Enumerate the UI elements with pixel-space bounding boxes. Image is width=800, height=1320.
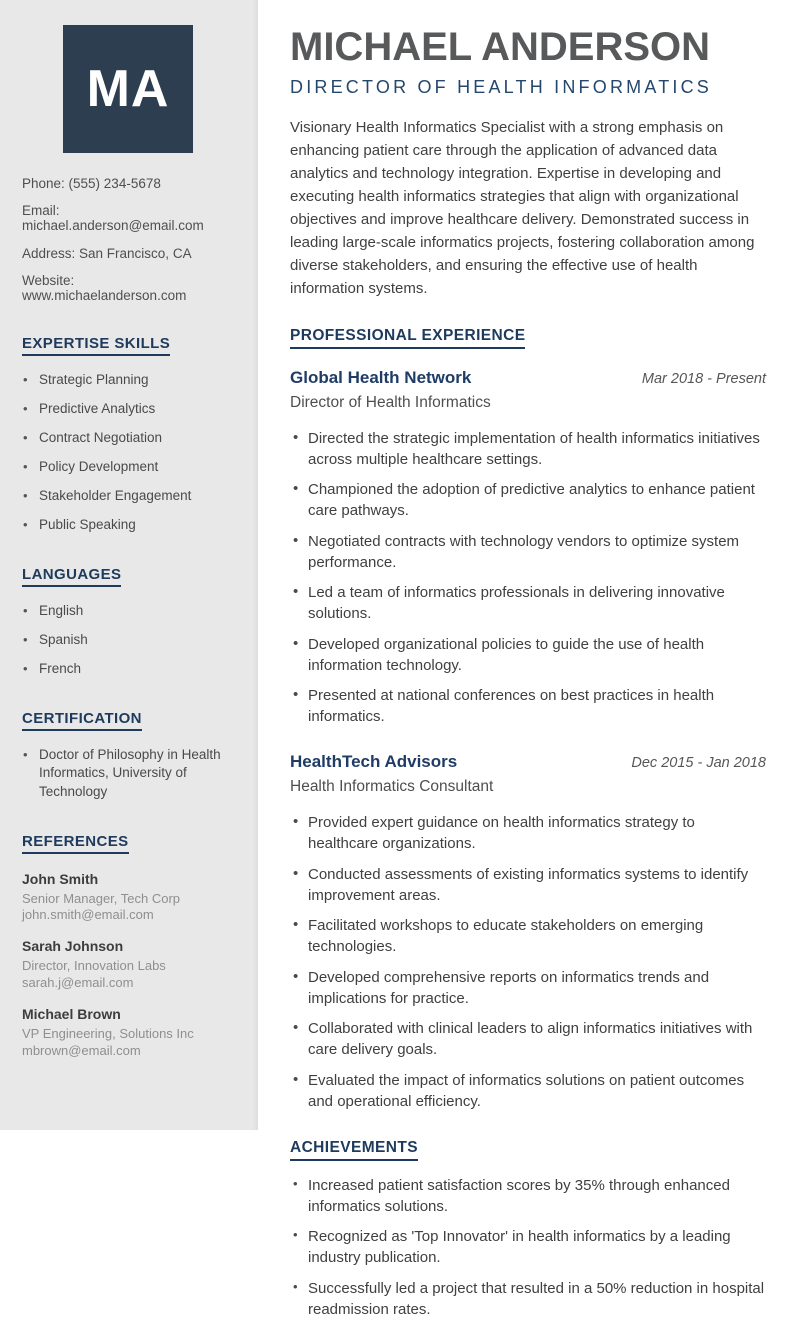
reference-name: John Smith	[22, 870, 99, 887]
language-item: • Spanish	[22, 631, 234, 650]
achievements-section	[290, 1139, 766, 1320]
job-company: Global Health Network	[290, 367, 472, 387]
skills-list	[22, 371, 234, 535]
skill-item: • Public Speaking	[22, 516, 234, 535]
reference-role: VP Engineering, Solutions Inc	[22, 1026, 194, 1042]
skill-item: • Stakeholder Engagement	[22, 487, 234, 506]
reference-entry	[22, 1006, 234, 1060]
job-bullet: • Evaluated the impact of informatics solutions on patient outcomes and operational efficiency.	[290, 1070, 766, 1112]
skill-item: • Policy Development	[22, 458, 234, 477]
skill-item: • Contract Negotiation	[22, 429, 234, 448]
achievements-list	[290, 1175, 766, 1320]
job-bullet: • Directed the strategic implementation of health informatics initiatives across multiple healthcare settings.	[290, 428, 766, 470]
job-role: Health Informatics Consultant	[290, 778, 494, 795]
job-dates: Dec 2015 - Jan 2018	[631, 755, 766, 771]
contact-phone: Phone: (555) 234-5678	[22, 176, 161, 191]
reference-name: Michael Brown	[22, 1006, 121, 1023]
job-bullet: • Presented at national conferences on best practices in health informatics.	[290, 685, 766, 727]
references-heading: REFERENCES	[22, 833, 129, 854]
sidebar	[0, 0, 258, 1130]
avatar-initials: MA	[86, 60, 170, 118]
certification-section	[22, 710, 234, 802]
avatar	[63, 25, 193, 153]
reference-entry	[22, 938, 234, 992]
achievement-bullet: • Recognized as 'Top Innovator' in health informatics by a leading industry publication.	[290, 1226, 766, 1268]
achievements-heading: ACHIEVEMENTS	[290, 1139, 418, 1161]
job-bullet: • Developed organizational policies to guide the use of health information technology.	[290, 634, 766, 676]
job-bullet: • Led a team of informatics professionals in delivering innovative solutions.	[290, 582, 766, 624]
reference-email: mbrown@email.com	[22, 1043, 141, 1059]
achievement-bullet: • Increased patient satisfaction scores by 35% through enhanced informatics solutions.	[290, 1175, 766, 1217]
summary-paragraph: Visionary Health Informatics Specialist with a strong emphasis on enhancing patient care through the application of advanced data analytics and technology integration. Expertise in developing and executing health informatics strategies that align with organizational objectives and improve healthcare delivery. Demonstrated success in leading large-scale informatics projects, fostering collaboration among diverse stakeholders, and ensuring the effective use of health information systems.	[290, 119, 755, 297]
achievement-bullet: • Successfully led a project that resulted in a 50% reduction in hospital readmission rates.	[290, 1278, 766, 1320]
job-role: Director of Health Informatics	[290, 393, 491, 411]
certification-item: • Doctor of Philosophy in Health Informatics, University of Technology	[22, 746, 234, 802]
job-bullet: • Championed the adoption of predictive analytics to enhance patient care pathways.	[290, 479, 766, 521]
languages-section	[22, 566, 234, 679]
languages-list	[22, 602, 234, 679]
reference-entry	[22, 871, 234, 925]
reference-email: john.smith@email.com	[22, 907, 154, 923]
person-job-title: DIRECTOR OF HEALTH INFORMATICS	[290, 77, 713, 97]
skills-heading: EXPERTISE SKILLS	[22, 335, 170, 356]
reference-name: Sarah Johnson	[22, 938, 124, 955]
experience-section	[290, 327, 766, 1112]
references-section	[22, 833, 234, 1060]
experience-heading: PROFESSIONAL EXPERIENCE	[290, 327, 525, 349]
certification-list	[22, 746, 234, 802]
skill-item: • Predictive Analytics	[22, 400, 234, 419]
job-header	[290, 752, 766, 772]
contact-website: Website: www.michaelanderson.com	[22, 272, 187, 303]
job-bullets	[290, 428, 766, 728]
contact-address: Address: San Francisco, CA	[22, 245, 192, 261]
job-bullet: • Conducted assessments of existing informatics systems to identify improvement areas.	[290, 864, 766, 906]
job-dates: Mar 2018 - Present	[641, 370, 766, 387]
contact-info	[22, 177, 234, 304]
reference-email: sarah.j@email.com	[22, 975, 134, 991]
job-bullet: • Provided expert guidance on health informatics strategy to healthcare organizations.	[290, 812, 766, 854]
job-bullet: • Developed comprehensive reports on informatics trends and implications for practice.	[290, 967, 766, 1009]
reference-role: Senior Manager, Tech Corp	[22, 890, 181, 906]
skills-section	[22, 335, 234, 535]
job-company: HealthTech Advisors	[290, 752, 458, 771]
reference-role: Director, Innovation Labs	[22, 958, 166, 974]
job-header	[290, 368, 766, 388]
job-bullet: • Negotiated contracts with technology vendors to optimize system performance.	[290, 531, 766, 573]
language-item: • French	[22, 660, 234, 679]
main-content	[258, 0, 800, 1318]
contact-email: Email: michael.anderson@email.com	[22, 203, 204, 234]
job-bullets	[290, 812, 766, 1112]
languages-heading: LANGUAGES	[22, 566, 121, 587]
job-entry	[290, 752, 766, 1112]
certification-heading: CERTIFICATION	[22, 710, 142, 731]
person-name: MICHAEL ANDERSON	[290, 25, 711, 69]
job-bullet: • Collaborated with clinical leaders to align informatics initiatives with care delivery goals.	[290, 1018, 766, 1060]
language-item: • English	[22, 602, 234, 621]
job-bullet: • Facilitated workshops to educate stakeholders on emerging technologies.	[290, 915, 766, 957]
skill-item: • Strategic Planning	[22, 371, 234, 390]
job-entry	[290, 368, 766, 728]
